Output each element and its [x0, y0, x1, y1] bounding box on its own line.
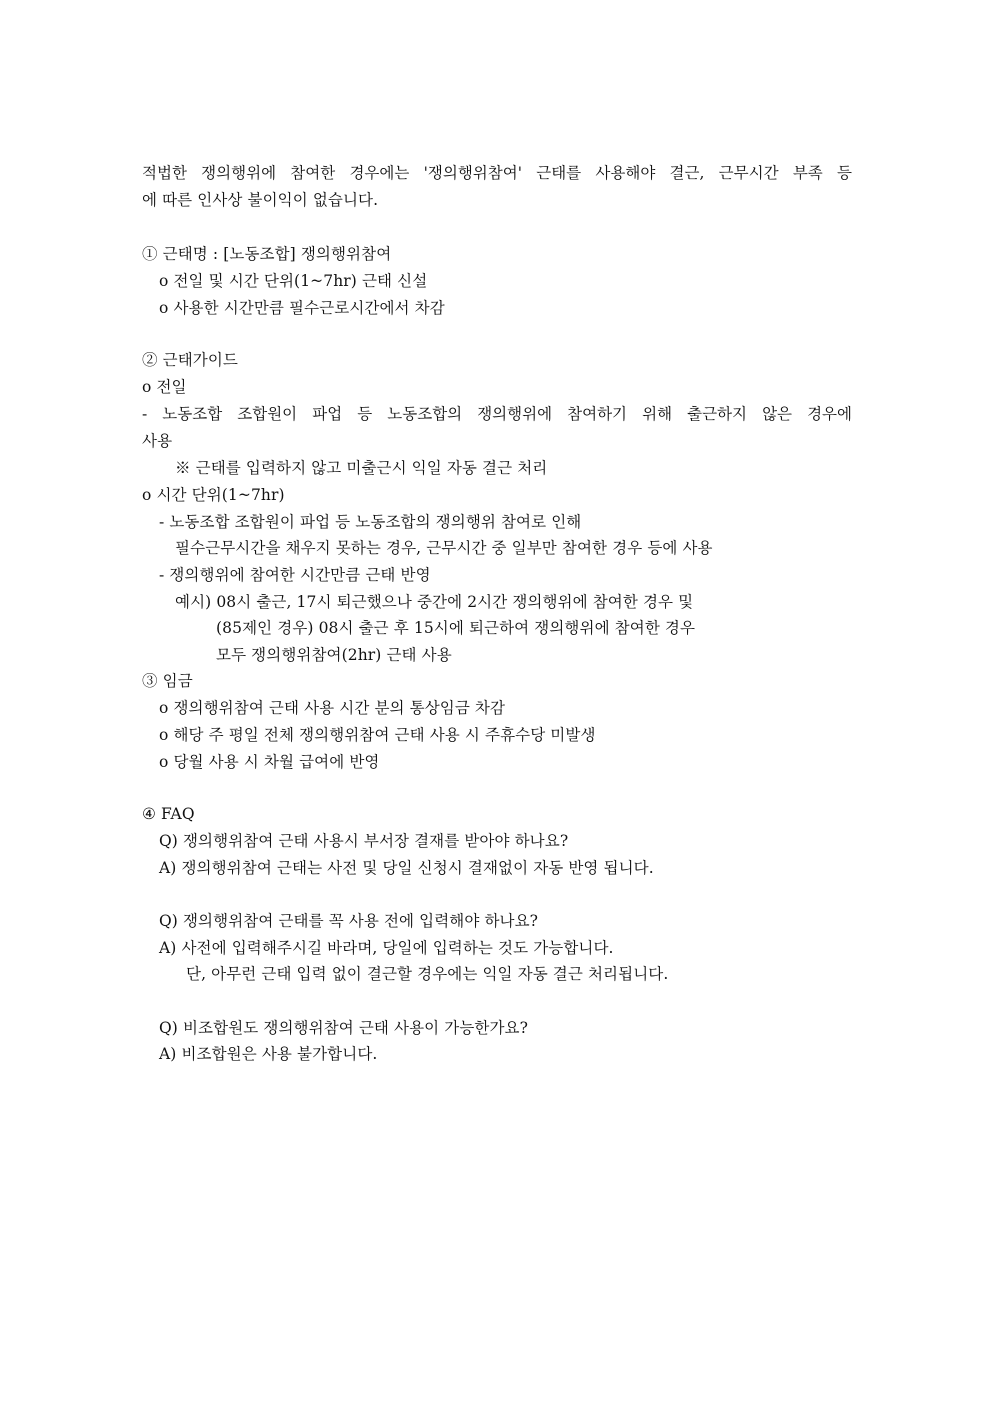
example-line-1: 예시) 08시 출근, 17시 퇴근했으나 중간에 2시간 쟁의행위에 참여한 경우 및	[175, 593, 694, 611]
section-1-item: o 사용한 시간만큼 필수근로시간에서 차감	[159, 299, 445, 317]
section-1-heading: ① 근태명 : [노동조합] 쟁의행위참여	[142, 245, 392, 263]
section-3-heading: ③ 임금	[142, 672, 193, 690]
section-3-item: o 해당 주 평일 전체 쟁의행위참여 근태 사용 시 주휴수당 미발생	[159, 726, 596, 744]
hourly-description-2: - 쟁의행위에 참여한 시간만큼 근태 반영	[159, 566, 431, 584]
full-day-description-line-2: 사용	[142, 432, 173, 450]
section-2-heading: ② 근태가이드	[142, 351, 238, 369]
example-line-2: (85제인 경우) 08시 출근 후 15시에 퇴근하여 쟁의행위에 참여한 경우	[216, 619, 696, 637]
section-3-item: o 당월 사용 시 차월 급여에 반영	[159, 753, 380, 771]
intro-line-2: 에 따른 인사상 불이익이 없습니다.	[142, 191, 379, 209]
hourly-label: o 시간 단위(1~7hr)	[142, 486, 285, 504]
faq-question-1: Q) 쟁의행위참여 근태 사용시 부서장 결재를 받아야 하나요?	[159, 832, 569, 850]
full-day-description-line-1: - 노동조합 조합원이 파업 등 노동조합의 쟁의행위에 참여하기 위해 출근하지 않은 경우에	[142, 405, 852, 423]
faq-answer-3: A) 비조합원은 사용 불가합니다.	[159, 1045, 378, 1063]
hourly-description-1-line-2: 필수근무시간을 채우지 못하는 경우, 근무시간 중 일부만 참여한 경우 등에 사용	[175, 539, 713, 557]
full-day-note: ※ 근태를 입력하지 않고 미출근시 익일 자동 결근 처리	[175, 459, 548, 477]
faq-question-3: Q) 비조합원도 쟁의행위참여 근태 사용이 가능한가요?	[159, 1019, 529, 1037]
section-3-item: o 쟁의행위참여 근태 사용 시간 분의 통상임금 차감	[159, 699, 506, 717]
hourly-description-1-line-1: - 노동조합 조합원이 파업 등 노동조합의 쟁의행위 참여로 인해	[159, 513, 582, 531]
section-4-heading: ④ FAQ	[142, 805, 195, 823]
section-1-item: o 전일 및 시간 단위(1~7hr) 근태 신설	[159, 272, 428, 290]
faq-question-2: Q) 쟁의행위참여 근태를 꼭 사용 전에 입력해야 하나요?	[159, 912, 539, 930]
example-line-3: 모두 쟁의행위참여(2hr) 근태 사용	[216, 646, 452, 664]
faq-answer-2-line-1: A) 사전에 입력해주시길 바라며, 당일에 입력하는 것도 가능합니다.	[159, 939, 614, 957]
faq-answer-1: A) 쟁의행위참여 근태는 사전 및 당일 신청시 결재없이 자동 반영 됩니다.	[159, 859, 654, 877]
faq-answer-2-line-2: 단, 아무런 근태 입력 없이 결근할 경우에는 익일 자동 결근 처리됩니다.	[186, 965, 669, 983]
intro-line-1: 적법한 쟁의행위에 참여한 경우에는 '쟁의행위참여' 근태를 사용해야 결근, 근무시간 부족 등	[142, 164, 852, 182]
full-day-label: o 전일	[142, 378, 187, 396]
